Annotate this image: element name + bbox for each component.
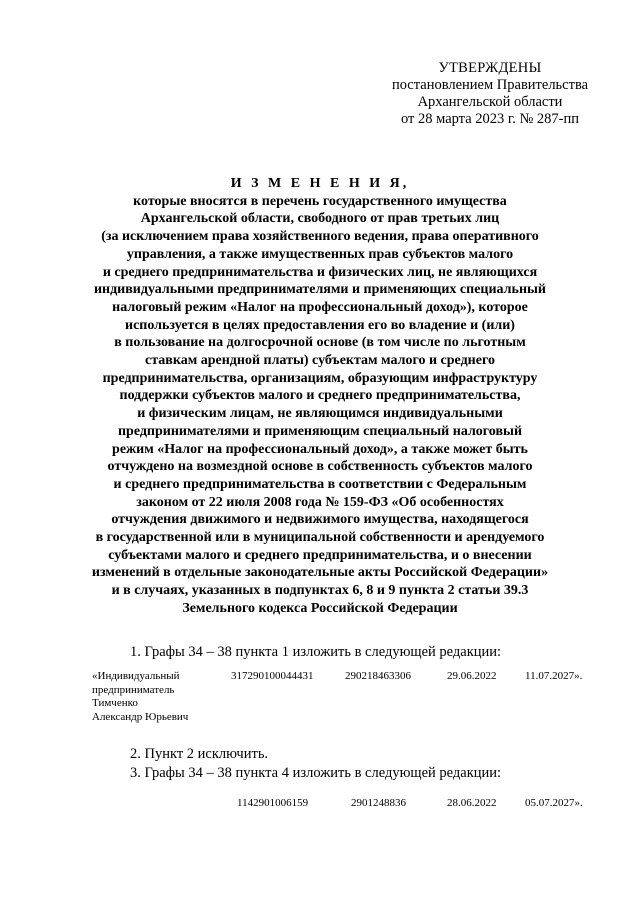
row1-inn: 290218463306	[345, 670, 411, 682]
title-line: и среднего предпринимательства в соответствии с Федеральным	[113, 476, 527, 492]
row1-ogrn: 317290100044431	[231, 670, 314, 682]
approval-line: от 28 марта 2023 г. № 287-пп	[400, 111, 580, 127]
row1-name-line: Тимченко	[92, 697, 138, 709]
title-line: отчуждения движимого и недвижимого имущества, находящегося	[111, 512, 529, 528]
row1-name-line: «Индивидуальный	[92, 670, 180, 682]
title-line: Архангельской области, свободного от прав третьих лиц	[140, 211, 500, 227]
title-line: Земельного кодекса Российской Федерации	[182, 600, 458, 616]
approval-line: Архангельской области	[417, 94, 563, 110]
title-line: налоговый режим «Налог на профессиональный доход»), которое	[112, 299, 528, 315]
row1-name-line: Александр Юрьевич	[92, 710, 189, 723]
approval-block	[370, 60, 610, 128]
row1-date-to: 11.07.2027».	[525, 670, 583, 682]
title-line: в пользование на долгосрочной основе (в том числе по льготным	[114, 335, 526, 351]
row1-name-line: предприниматель	[92, 683, 175, 696]
amendment-item-2: 2. Пункт 2 исключить.	[130, 746, 269, 762]
title-line: субъектами малого и среднего предпринимательства, и о внесении	[108, 547, 532, 563]
row1-name-cell	[92, 670, 188, 724]
row2-ogrn: 1142901006159	[237, 797, 309, 809]
row2-inn: 2901248836	[351, 797, 406, 809]
title-line: и физическим лицам, не являющимся индивидуальными	[137, 406, 503, 422]
title-line: изменений в отдельные законодательные акты Российской Федерации»	[91, 565, 549, 581]
title-line: поддержки субъектов малого и среднего предпринимательства,	[119, 388, 521, 404]
title-line: и в случаях, указанных в подпунктах 6, 8 и 9 пункта 2 статьи 39.3	[111, 583, 529, 599]
row1-date-from: 29.06.2022	[447, 670, 497, 682]
title-line: ставкам арендной платы) субъектам малого и среднего	[145, 353, 495, 369]
approval-heading: УТВЕРЖДЕНЫ	[438, 60, 542, 76]
title-line: отчуждено на возмездной основе в собственность субъектов малого	[107, 459, 533, 475]
title-line: режим «Налог на профессиональный доход», а также может быть	[112, 441, 528, 457]
title-line: законом от 22 июля 2008 года № 159-ФЗ «Об особенностях	[136, 494, 504, 510]
title-line: и среднего предпринимательства и физических лиц, не являющихся	[102, 264, 538, 280]
amendment-item-3: 3. Графы 34 – 38 пункта 4 изложить в следующей редакции:	[130, 765, 502, 781]
approval-line: постановлением Правительства	[391, 77, 589, 93]
title-line: которые вносятся в перечень государственного имущества	[133, 193, 507, 209]
row2-date-to: 05.07.2027».	[525, 797, 583, 809]
document-title	[60, 175, 580, 618]
title-line: предпринимательства, организациям, образующим инфраструктуру	[102, 370, 538, 386]
title-line: (за исключением права хозяйственного ведения, права оперативного	[101, 229, 539, 245]
title-line: управления, а также имущественных прав субъектов малого	[126, 246, 514, 262]
title-heading: И З М Е Н Е Н И Я,	[230, 176, 410, 191]
title-line: предпринимателями и применяющим специальный налоговый	[117, 423, 523, 439]
amendment-item-1: 1. Графы 34 – 38 пункта 1 изложить в следующей редакции:	[130, 644, 502, 660]
title-line: индивидуальными предпринимателями и применяющих специальный	[93, 282, 547, 298]
title-line: в государственной или в муниципальной собственности и арендуемого	[95, 530, 545, 546]
title-line: используется в целях предоставления его во владение и (или)	[125, 317, 515, 333]
row2-date-from: 28.06.2022	[447, 797, 497, 809]
